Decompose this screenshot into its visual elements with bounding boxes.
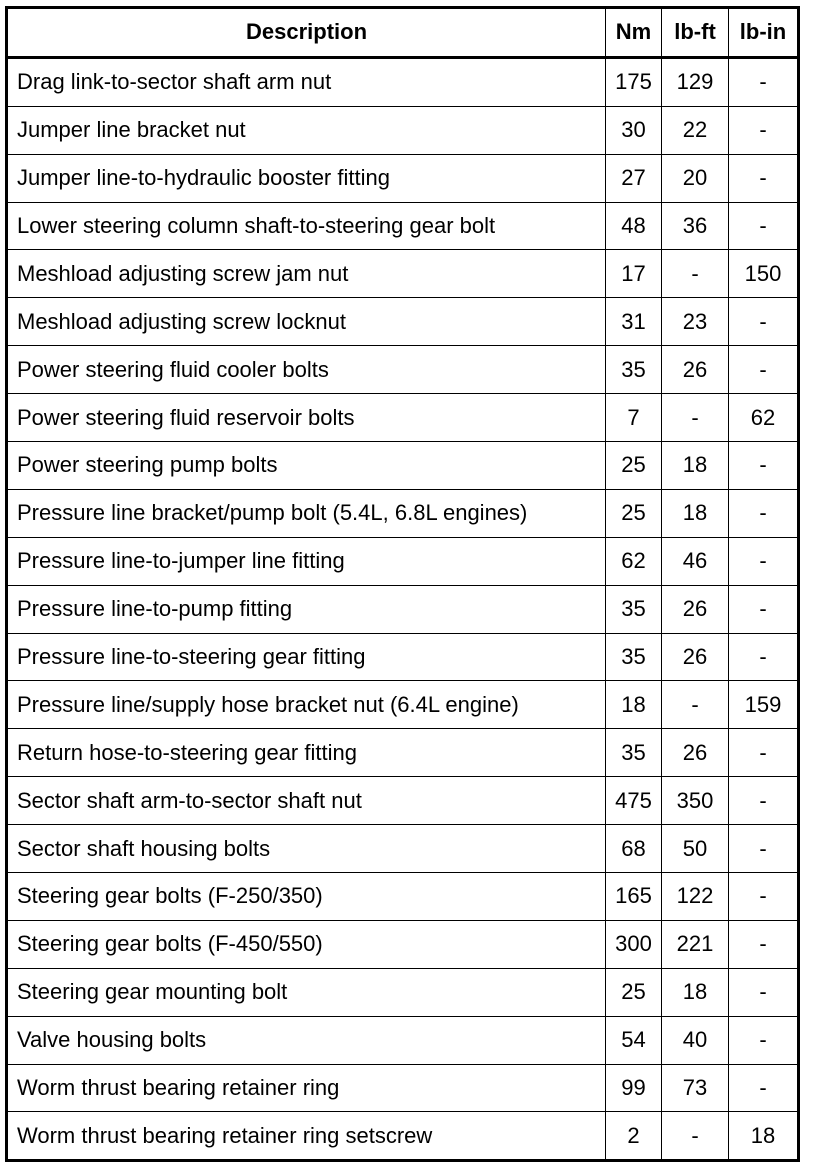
cell-lbin: - bbox=[729, 202, 799, 250]
cell-nm: 475 bbox=[606, 777, 662, 825]
cell-lbft: 122 bbox=[662, 873, 729, 921]
cell-nm: 2 bbox=[606, 1112, 662, 1161]
torque-spec-table bbox=[5, 6, 800, 1162]
cell-description: Meshload adjusting screw locknut bbox=[7, 298, 606, 346]
cell-lbin: - bbox=[729, 968, 799, 1016]
header-lbft: lb-ft bbox=[662, 8, 729, 58]
cell-nm: 165 bbox=[606, 873, 662, 921]
table-row bbox=[7, 873, 799, 921]
cell-description: Pressure line-to-jumper line fitting bbox=[7, 537, 606, 585]
cell-nm: 68 bbox=[606, 825, 662, 873]
cell-nm: 175 bbox=[606, 57, 662, 106]
cell-lbft: - bbox=[662, 1112, 729, 1161]
table-row bbox=[7, 394, 799, 442]
cell-lbft: - bbox=[662, 250, 729, 298]
cell-description: Steering gear bolts (F-450/550) bbox=[7, 920, 606, 968]
table-row bbox=[7, 442, 799, 490]
cell-description: Steering gear bolts (F-250/350) bbox=[7, 873, 606, 921]
table-header bbox=[7, 8, 799, 58]
table-row bbox=[7, 1016, 799, 1064]
cell-lbft: 18 bbox=[662, 489, 729, 537]
cell-description: Jumper line bracket nut bbox=[7, 106, 606, 154]
cell-description: Power steering fluid cooler bolts bbox=[7, 346, 606, 394]
cell-description: Valve housing bolts bbox=[7, 1016, 606, 1064]
header-nm: Nm bbox=[606, 8, 662, 58]
cell-lbin: - bbox=[729, 1064, 799, 1112]
table-body bbox=[7, 57, 799, 1160]
cell-description: Power steering fluid reservoir bolts bbox=[7, 394, 606, 442]
cell-nm: 35 bbox=[606, 633, 662, 681]
cell-lbft: 18 bbox=[662, 442, 729, 490]
cell-nm: 27 bbox=[606, 154, 662, 202]
cell-description: Worm thrust bearing retainer ring setscrew bbox=[7, 1112, 606, 1161]
table-row bbox=[7, 729, 799, 777]
table-row bbox=[7, 633, 799, 681]
cell-lbft: 20 bbox=[662, 154, 729, 202]
cell-lbin: - bbox=[729, 777, 799, 825]
cell-description: Power steering pump bolts bbox=[7, 442, 606, 490]
cell-lbft: 26 bbox=[662, 633, 729, 681]
cell-nm: 62 bbox=[606, 537, 662, 585]
cell-nm: 35 bbox=[606, 346, 662, 394]
cell-lbft: 350 bbox=[662, 777, 729, 825]
table-row bbox=[7, 202, 799, 250]
cell-lbin: 18 bbox=[729, 1112, 799, 1161]
cell-lbin: - bbox=[729, 873, 799, 921]
cell-nm: 48 bbox=[606, 202, 662, 250]
header-description: Description bbox=[7, 8, 606, 58]
table-row bbox=[7, 250, 799, 298]
cell-lbin: - bbox=[729, 298, 799, 346]
cell-description: Jumper line-to-hydraulic booster fitting bbox=[7, 154, 606, 202]
table-row bbox=[7, 1112, 799, 1161]
cell-lbft: - bbox=[662, 681, 729, 729]
table-row bbox=[7, 489, 799, 537]
cell-lbin: - bbox=[729, 585, 799, 633]
table-row bbox=[7, 298, 799, 346]
cell-description: Pressure line-to-steering gear fitting bbox=[7, 633, 606, 681]
cell-lbft: 26 bbox=[662, 585, 729, 633]
table-row bbox=[7, 585, 799, 633]
cell-lbft: 18 bbox=[662, 968, 729, 1016]
cell-lbft: 221 bbox=[662, 920, 729, 968]
cell-nm: 18 bbox=[606, 681, 662, 729]
cell-description: Return hose-to-steering gear fitting bbox=[7, 729, 606, 777]
table-row bbox=[7, 106, 799, 154]
cell-lbin: - bbox=[729, 57, 799, 106]
cell-lbin: - bbox=[729, 729, 799, 777]
cell-lbin: 62 bbox=[729, 394, 799, 442]
table-row bbox=[7, 346, 799, 394]
cell-lbin: - bbox=[729, 633, 799, 681]
cell-lbft: 22 bbox=[662, 106, 729, 154]
cell-lbin: - bbox=[729, 537, 799, 585]
cell-lbft: 36 bbox=[662, 202, 729, 250]
header-row bbox=[7, 8, 799, 58]
cell-description: Sector shaft arm-to-sector shaft nut bbox=[7, 777, 606, 825]
cell-nm: 99 bbox=[606, 1064, 662, 1112]
cell-lbft: 26 bbox=[662, 346, 729, 394]
cell-nm: 300 bbox=[606, 920, 662, 968]
cell-lbft: 129 bbox=[662, 57, 729, 106]
cell-lbft: - bbox=[662, 394, 729, 442]
cell-lbft: 50 bbox=[662, 825, 729, 873]
cell-description: Pressure line bracket/pump bolt (5.4L, 6.8L engines) bbox=[7, 489, 606, 537]
cell-nm: 35 bbox=[606, 729, 662, 777]
table-row bbox=[7, 537, 799, 585]
header-lbin: lb-in bbox=[729, 8, 799, 58]
cell-description: Pressure line/supply hose bracket nut (6.4L engine) bbox=[7, 681, 606, 729]
cell-lbin: - bbox=[729, 346, 799, 394]
cell-description: Sector shaft housing bolts bbox=[7, 825, 606, 873]
cell-lbft: 40 bbox=[662, 1016, 729, 1064]
table-row bbox=[7, 1064, 799, 1112]
cell-nm: 31 bbox=[606, 298, 662, 346]
table-row bbox=[7, 154, 799, 202]
cell-lbin: - bbox=[729, 489, 799, 537]
cell-description: Meshload adjusting screw jam nut bbox=[7, 250, 606, 298]
cell-lbin: - bbox=[729, 825, 799, 873]
cell-nm: 7 bbox=[606, 394, 662, 442]
cell-lbft: 26 bbox=[662, 729, 729, 777]
cell-description: Lower steering column shaft-to-steering gear bolt bbox=[7, 202, 606, 250]
table-row bbox=[7, 825, 799, 873]
table-row bbox=[7, 57, 799, 106]
table-row bbox=[7, 920, 799, 968]
table-row bbox=[7, 968, 799, 1016]
cell-description: Drag link-to-sector shaft arm nut bbox=[7, 57, 606, 106]
cell-description: Worm thrust bearing retainer ring bbox=[7, 1064, 606, 1112]
cell-nm: 25 bbox=[606, 489, 662, 537]
cell-lbin: - bbox=[729, 154, 799, 202]
cell-nm: 54 bbox=[606, 1016, 662, 1064]
cell-lbft: 23 bbox=[662, 298, 729, 346]
cell-nm: 17 bbox=[606, 250, 662, 298]
cell-nm: 30 bbox=[606, 106, 662, 154]
cell-lbft: 73 bbox=[662, 1064, 729, 1112]
table-row bbox=[7, 681, 799, 729]
cell-nm: 25 bbox=[606, 968, 662, 1016]
cell-nm: 25 bbox=[606, 442, 662, 490]
cell-lbft: 46 bbox=[662, 537, 729, 585]
cell-lbin: 150 bbox=[729, 250, 799, 298]
table-row bbox=[7, 777, 799, 825]
cell-lbin: - bbox=[729, 442, 799, 490]
cell-description: Steering gear mounting bolt bbox=[7, 968, 606, 1016]
cell-nm: 35 bbox=[606, 585, 662, 633]
cell-lbin: 159 bbox=[729, 681, 799, 729]
cell-lbin: - bbox=[729, 1016, 799, 1064]
cell-description: Pressure line-to-pump fitting bbox=[7, 585, 606, 633]
cell-lbin: - bbox=[729, 106, 799, 154]
cell-lbin: - bbox=[729, 920, 799, 968]
